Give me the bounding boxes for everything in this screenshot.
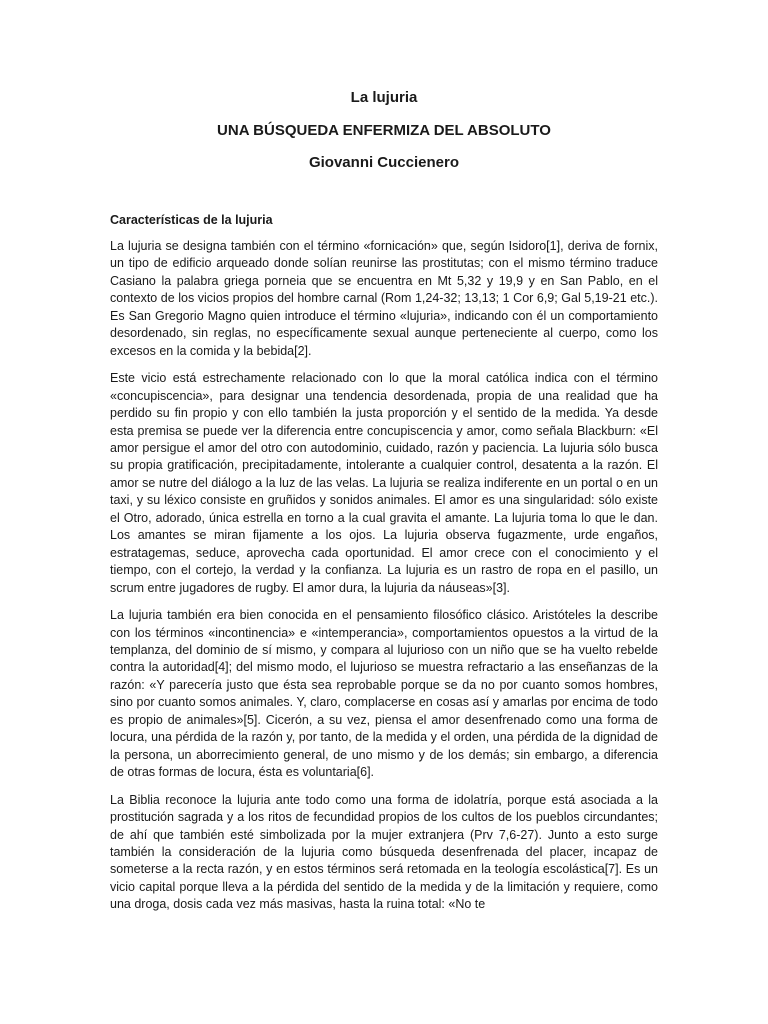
document-subtitle: UNA BÚSQUEDA ENFERMIZA DEL ABSOLUTO xyxy=(217,122,551,139)
paragraph: Este vicio está estrechamente relacionado con lo que la moral católica indica con el término «concupiscencia», para designar una tendencia desordenada, propia de una realidad que ha perdido su fin propio y con ello también la justa proporción y el sentido de la medida. Ya desde esta premisa se puede ver la diferencia entre concupiscencia y amor, como señala Blackburn: «El amor persigue el amor del otro con autodominio, cuidado, razón y paciencia. La lujuria sólo busca su propia gratificación, precipitadamente, intolerante a cualquier control, desatenta a la razón. El amor se nutre del diálogo a la luz de las velas. La lujuria se realiza indiferente en un portal o en un taxi, y su léxico consiste en gruñidos y sonidos animales. El amor es una singularidad: sólo existe el Otro, adorado, única estrella en torno a la cual gravita el amante. La lujuria toma lo que le dan. Los amantes se miran fijamente a los ojos. La lujuria observa fugazmente, urde engaños, estratagemas, seduce, aprovecha cada oportunidad. El amor crece con el conocimiento y el tiempo, con el cortejo, la verdad y la confianza. La lujuria es un rastro de ropa en el pasillo, un scrum entre jugadores de rugby. El amor dura, la lujuria da náuseas»[3]. xyxy=(110,371,658,595)
title-block xyxy=(110,0,658,173)
paragraph: La Biblia reconoce la lujuria ante todo como una forma de idolatría, porque está asociada a la prostitución sagrada y a los ritos de fecundidad propios de los cultos de los pueblos circundantes; de ahí que también esté simbolizada por la mujer extranjera (Prv 7,6-27). Junto a esto surge también la consideración de la lujuria como búsqueda desenfrenada del placer, incapaz de someterse a la recta razón, y en estos términos será retomada en la teología escolástica[7]. Es un vicio capital porque lleva a la pérdida del sentido de la medida y de la limitación y requiere, como una droga, dosis cada vez más masivas, hasta la ruina total: «No te xyxy=(110,792,658,912)
section-heading: Características de la lujuria xyxy=(110,213,273,227)
body-text xyxy=(110,238,658,914)
document-title: La lujuria xyxy=(350,89,418,106)
paragraph: La lujuria se designa también con el término «fornicación» que, según Isidoro[1], deriva de fornix, un tipo de edificio arqueado donde solían reunirse las prostitutas; con el mismo término traduce Casiano la palabra griega porneia que se encuentra en Mt 5,32 y 19,9 y en San Pablo, en el contexto de los vicios propios del hombre carnal (Rom 1,24-32; 13,13; 1 Cor 6,9; Gal 5,19-21 etc.). Es San Gregorio Magno quien introduce el término «lujuria», indicando con él un comportamiento desordenado, sin reglas, no específicamente sexual aunque perteneciente al cuerpo, como los excesos en la comida y la bebida[2]. xyxy=(110,239,658,358)
document-author: Giovanni Cuccienero xyxy=(308,154,460,171)
paragraph: La lujuria también era bien conocida en el pensamiento filosófico clásico. Aristóteles la describe con los términos «incontinencia» e «intemperancia», comportamientos opuestos a la virtud de la templanza, del dominio de sí mismo, y compara al lujurioso con un niño que se ha vuelto rebelde contra la autoridad[4]; del mismo modo, el lujurioso se muestra refractario a las enseñanzas de la razón: «Y parecería justo que ésta sea reprobable porque se da no por cuanto somos hombres, sino por cuanto somos animales. Y, claro, complacerse en cosas así y amarlas por encima de todo es propio de animales»[5]. Cicerón, a su vez, piensa el amor desenfrenado como una forma de locura, una pérdida de la razón y, por tanto, de la medida y el orden, una pérdida de la dignidad de la persona, un aborrecimiento general, de uno mismo y de los demás; sin embargo, a diferencia de otras formas de locura, ésta es voluntaria[6]. xyxy=(110,608,658,780)
